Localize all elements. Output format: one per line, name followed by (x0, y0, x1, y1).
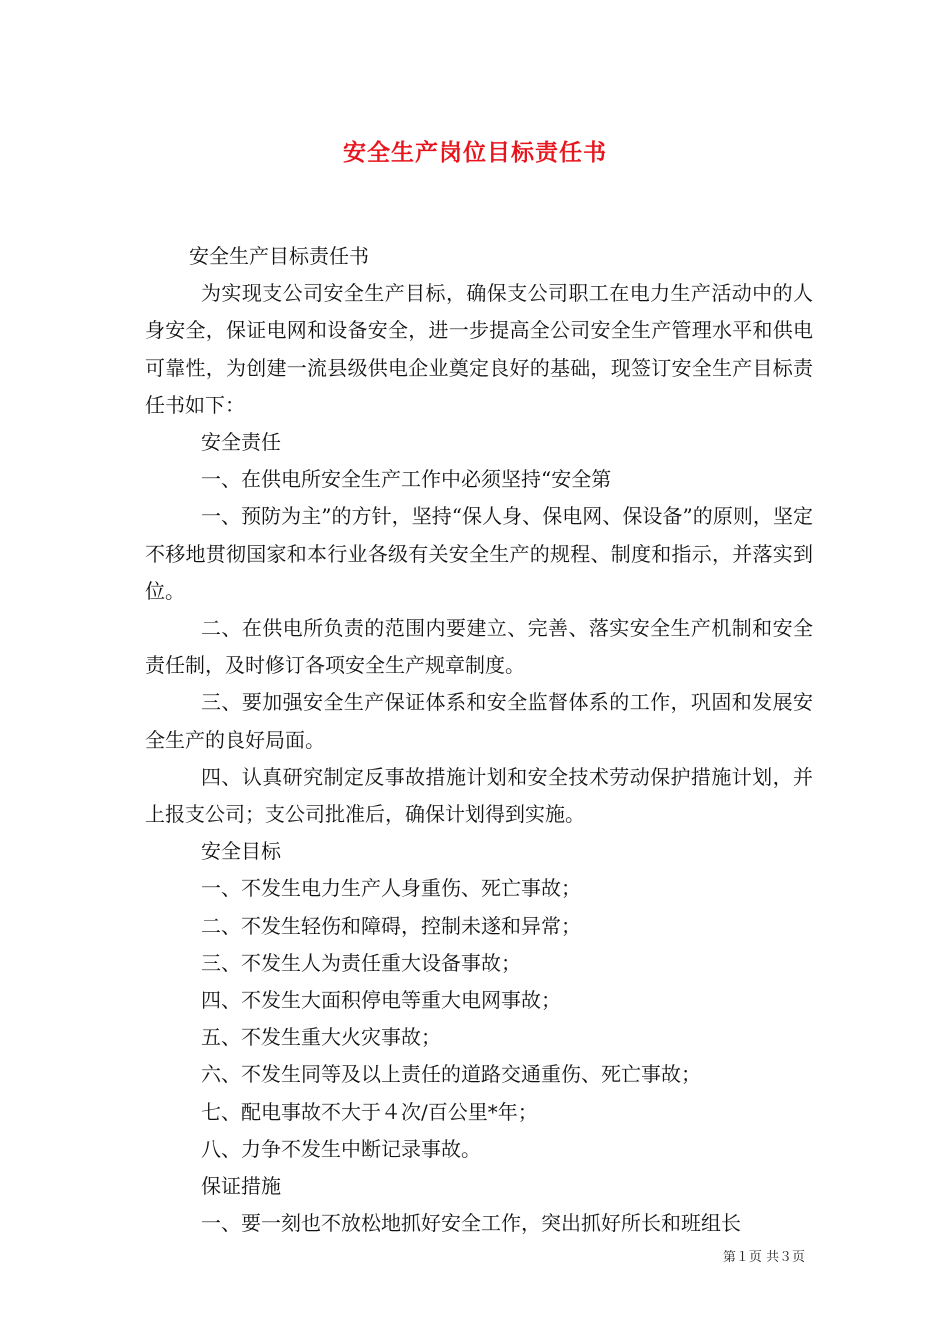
paragraph: 一、在供电所安全生产工作中必须坚持“安全第 (201, 467, 612, 492)
list-item: 五、不发生重大火灾事故； (201, 1025, 441, 1050)
list-item: 八、力争不发生中断记录事故。 (201, 1136, 481, 1161)
list-item: 四、不发生大面积停电等重大电网事故； (201, 988, 561, 1013)
list-item: 一、不发生电力生产人身重伤、死亡事故； (201, 876, 581, 901)
section-heading-guarantee-measures: 保证措施 (201, 1174, 281, 1199)
page-number: 第１页 共３页 (722, 1250, 805, 1265)
list-item: 七、配电事故不大于４次/百公里*年； (201, 1099, 538, 1124)
subtitle-paragraph: 安全生产目标责任书 (189, 244, 369, 268)
list-item: 六、不发生同等及以上责任的道路交通重伤、死亡事故； (201, 1062, 701, 1087)
list-item: 三、不发生人为责任重大设备事故； (201, 950, 521, 975)
intro-paragraph: 为实现支公司安全生产目标，确保支公司职工在电力生产活动中的人身安全，保证电网和设备安全，进一步提高全公司安全生产管理水平和供电可靠性，为创建一流县级供电企业奠定良好的基础，现签订安全生产目标责任书如下： (145, 281, 813, 417)
page-title: 安全生产岗位目标责任书 (343, 139, 607, 166)
list-item: 二、不发生轻伤和障碍，控制未遂和异常； (201, 913, 581, 938)
section-heading-safety-goals: 安全目标 (201, 839, 281, 864)
paragraph: 一、要一刻也不放松地抓好安全工作，突出抓好所长和班组长 (201, 1211, 741, 1236)
paragraph: 一、预防为主”的方针，坚持“保人身、保电网、保设备”的原则，坚定不移地贯彻国家和本行业各级有关安全生产的规程、制度和指示，并落实到位。 (145, 504, 813, 603)
paragraph: 三、要加强安全生产保证体系和安全监督体系的工作，巩固和发展安全生产的良好局面。 (145, 690, 813, 752)
document-body (145, 238, 813, 1242)
paragraph: 二、在供电所负责的范围内要建立、完善、落实安全生产机制和安全责任制，及时修订各项安全生产规章制度。 (145, 616, 813, 678)
paragraph: 四、认真研究制定反事故措施计划和安全技术劳动保护措施计划，并上报支公司；支公司批准后，确保计划得到实施。 (145, 764, 813, 827)
section-heading-safety-responsibility: 安全责任 (201, 430, 281, 455)
